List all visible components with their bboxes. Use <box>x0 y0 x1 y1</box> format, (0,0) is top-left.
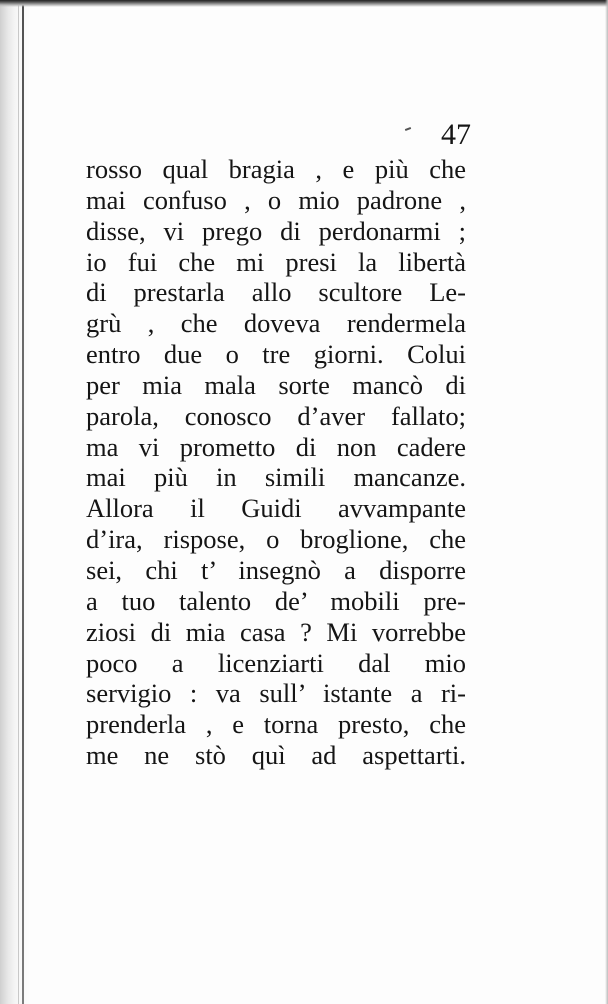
text-line: grù , che doveva rendermela <box>86 308 466 339</box>
text-line: io fui che mi presi la libertà <box>86 246 466 277</box>
page-number: 47 <box>441 118 471 151</box>
text-line: servigio : va sull’ istante a ri- <box>86 678 466 709</box>
text-line: ziosi di mia casa ? Mi vorrebbe <box>86 616 466 647</box>
text-line: ma vi prometto di non cadere <box>86 431 466 462</box>
text-line: parola, conosco d’aver fallato; <box>86 400 466 431</box>
text-line: sei, chi t’ insegnò a disporre <box>86 554 466 585</box>
text-line: rosso qual bragia , e più che <box>86 154 466 184</box>
text-line: di prestarla allo scultore Le- <box>86 277 466 308</box>
text-line: per mia mala sorte mancò di <box>86 369 466 400</box>
text-line: prenderla , e torna presto, che <box>86 709 466 740</box>
printer-mark <box>405 127 411 131</box>
text-line: mai confuso , o mio padrone , <box>86 184 466 215</box>
binding-edge-light <box>18 0 19 1004</box>
page-top-edge <box>0 0 608 7</box>
text-line: a tuo talento de’ mobili pre- <box>86 585 466 616</box>
body-text <box>86 154 466 771</box>
text-line: me ne stò quì ad aspettarti. <box>86 740 466 771</box>
spine-shadow <box>0 0 30 1004</box>
text-line: entro due o tre giorni. Colui <box>86 339 466 370</box>
text-line: d’ira, rispose, o broglione, che <box>86 524 466 555</box>
text-line: mai più in simili mancanze. <box>86 462 466 493</box>
text-line: disse, vi prego di perdonarmi ; <box>86 215 466 246</box>
text-line: Allora il Guidi avvampante <box>86 493 466 524</box>
text-line: poco a licenziarti dal mio <box>86 647 466 678</box>
binding-edge <box>22 0 24 1004</box>
